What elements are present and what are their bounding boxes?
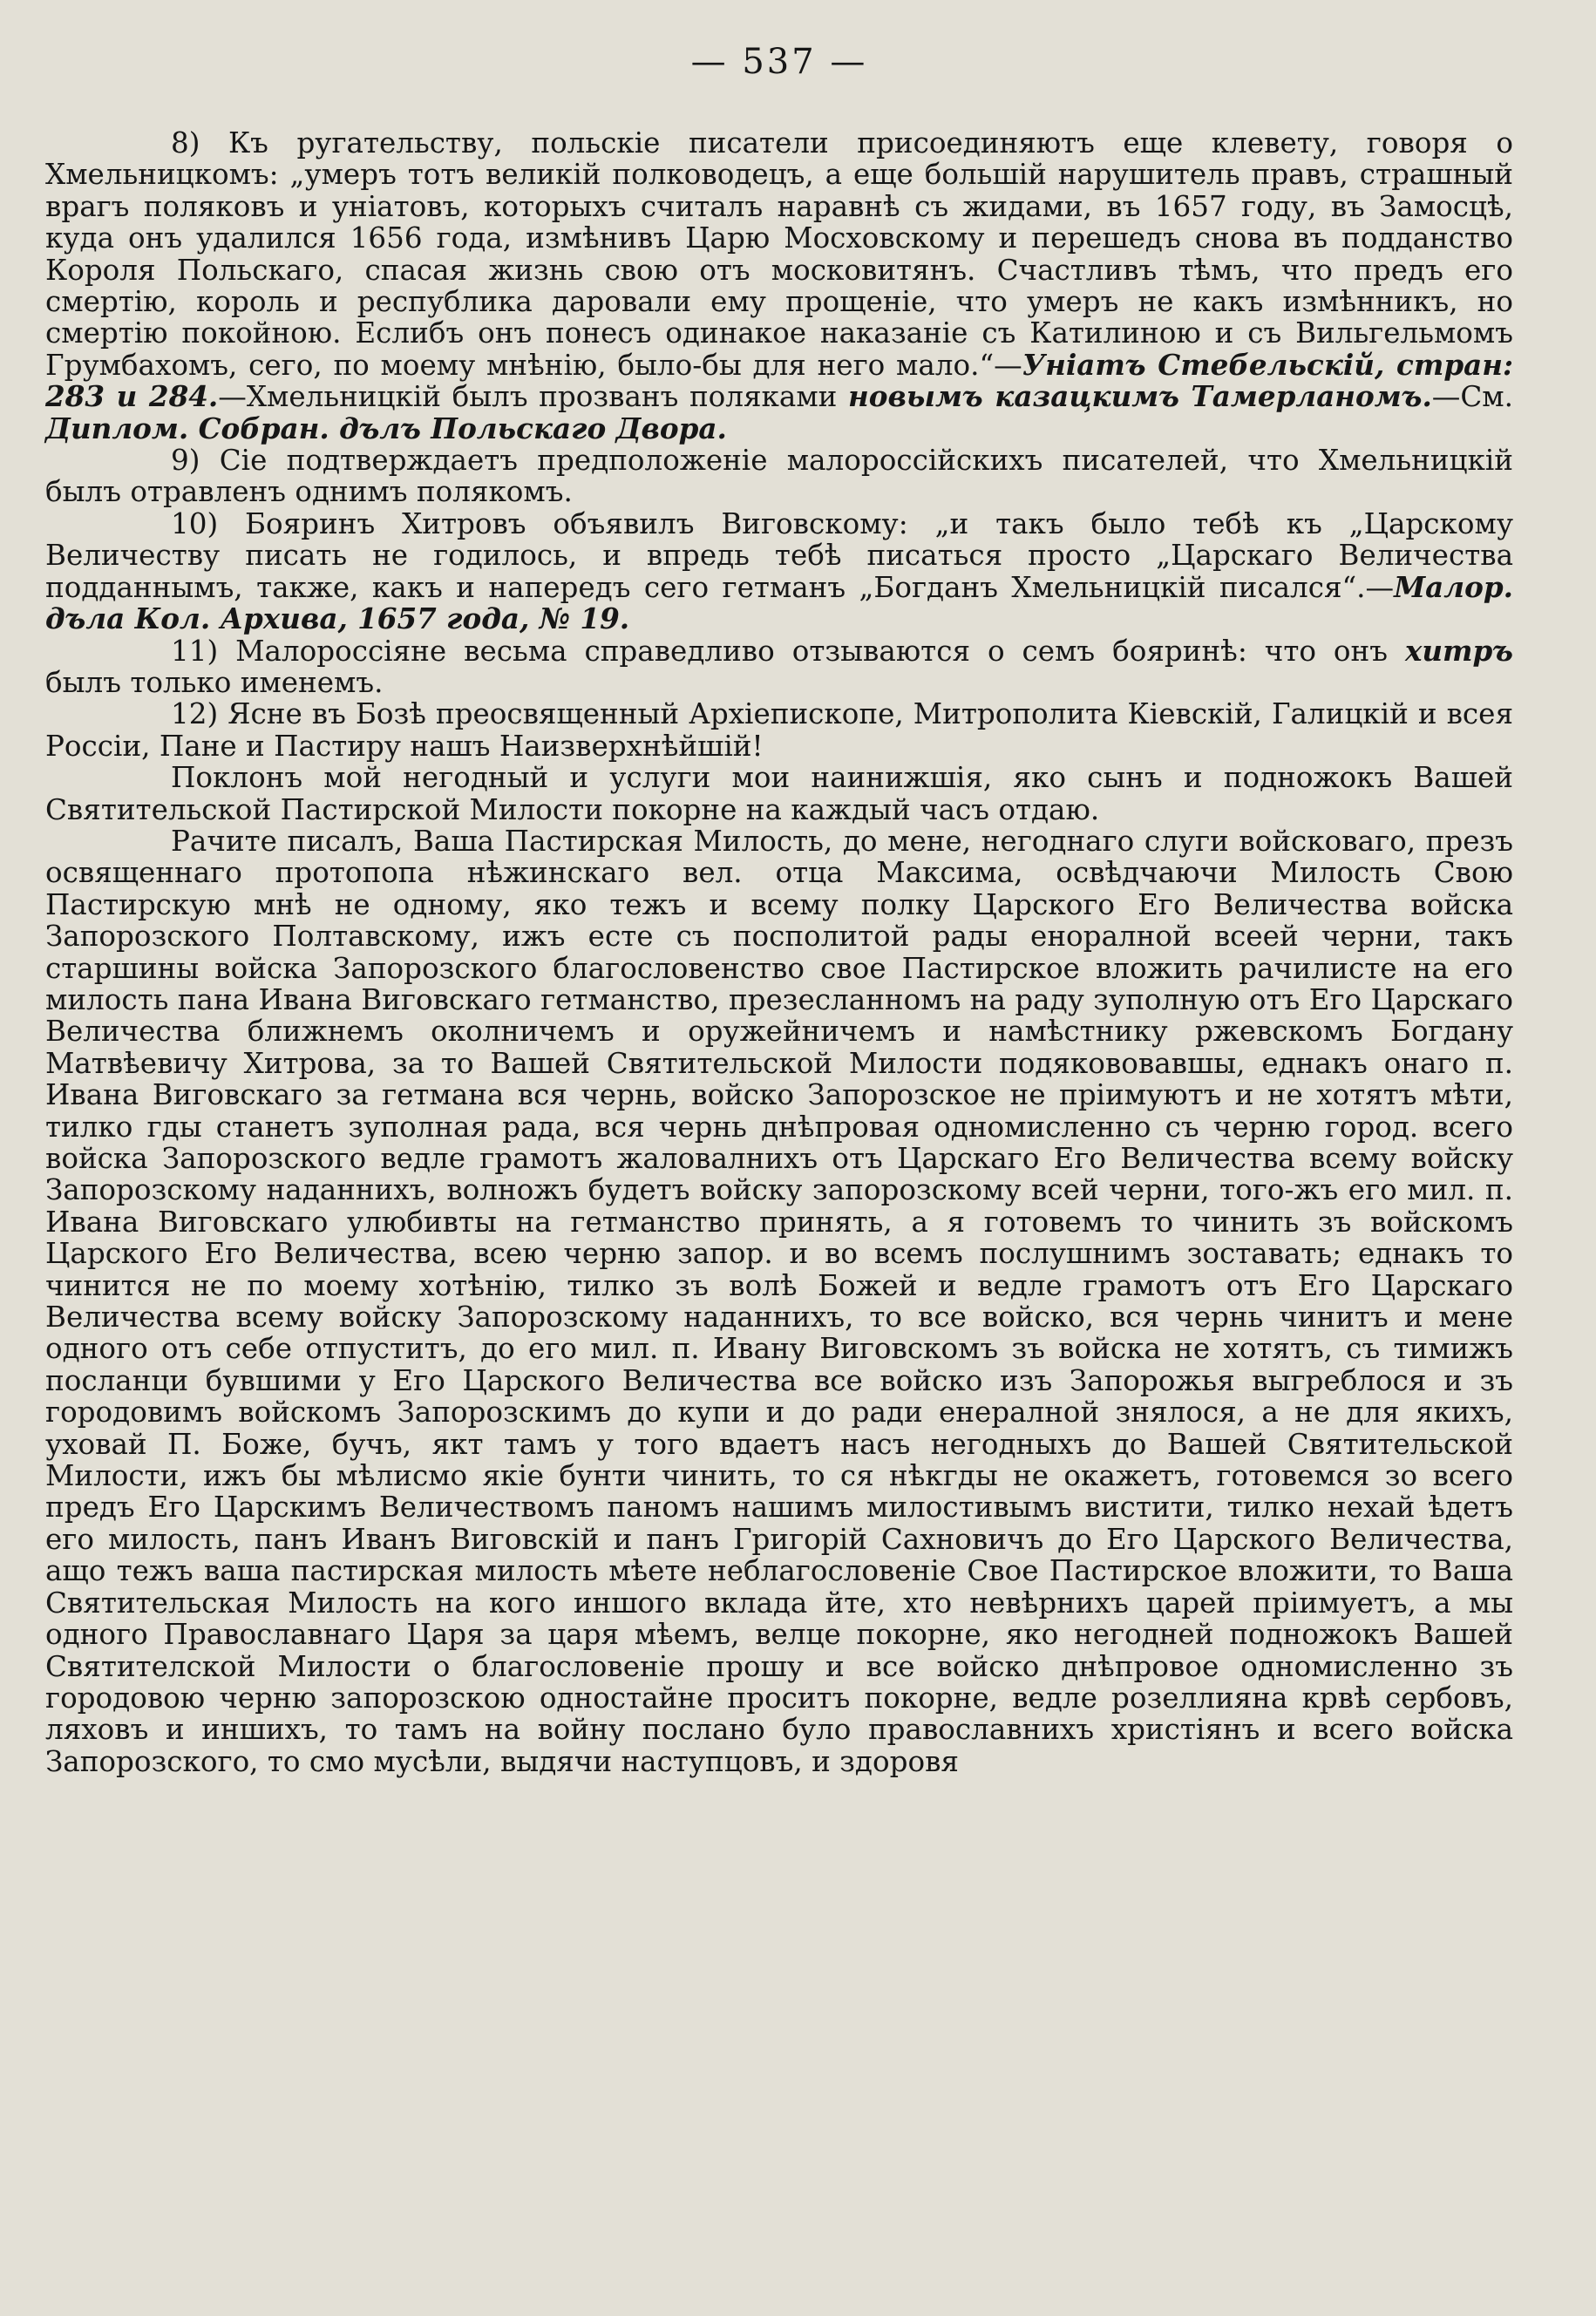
paragraph <box>45 698 1513 762</box>
citation-text: новымъ казацкимъ Тамерланомъ. <box>848 379 1432 414</box>
paragraph <box>45 508 1513 635</box>
paragraph-text: 8) Къ ругательству, польскіе писатели присоединяютъ еще клевету, говоря о Хмельницкомъ: „умеръ тотъ великій полководецъ, а еще большій нарушитель правъ, страшный врагъ поляковъ и уніатовъ, которыхъ считалъ наравнѣ съ жидами, въ 1657 году, въ Замосцѣ, куда онъ удалился 1656 года, измѣнивъ Царю Мосховскому и перешедъ снова въ подданство Короля Польскаго, спасая жизнь свою отъ московитянъ. Счастливъ тѣмъ, что предъ его смертію, король и республика даровали ему прощеніе, что умеръ не какъ измѣнникъ, но смертію покойною. Еслибъ онъ понесъ одинакое наказаніе съ Катилиною и съ Вильгельмомъ Грумбахомъ, сего, по моему мнѣнію, было-бы для него мало.“— <box>45 126 1513 382</box>
paragraph-text: Рачите писалъ, Ваша Пастирская Милость, до мене, негоднаго слуги войсковаго, презъ освященнаго протопопа нѣжинскаго вел. отца Максима, освѣдчаючи Милость Свою Пастирскую мнѣ не одному, яко тежъ и всему полку Царского Его Величества войска Запорозского Полтавскому, ижъ есте съ посполитой рады енoралной всеей черни, такъ старшины войска Запорозского благословенство свое Пастирское вложить рачилисте на его милость пана Ивана Виговскаго гетманство, презесланномъ на раду зуполную отъ Его Царскаго Величества ближнемъ околничемъ и оружейничемъ и намѣстнику ржевскомъ Богдану Матвѣевичу Хитрова, за то Вашей Святительской Милости подякововавшы, еднакъ онаго п. Ивана Виговскаго за гетмана вся чернь, войско Запорозское не пріимуютъ и не хотятъ мѣти, тилко гды станетъ зуполная рада, вся чернь днѣпровая одномисленно съ черню город. всего войска Запорозского ведле грамотъ жаловалнихъ отъ Царскаго Его Величества всему войску Запорозскому наданнихъ, волножъ будетъ войску запорозскому всей черни, того-жъ его мил. п. Ивана Виговскаго улюбивты на гетманство принять, а я готовемъ то чинить зъ войскомъ Царского Его Величества, всею черню запор. и во всемъ послушнимъ зоставать; еднакъ то чинится не по моему хотѣнію, тилко зъ волѣ Божей и ведле грамотъ отъ Его Царскаго Величества всему войску Запорозскому наданнихъ, то все войско, вся чернь чинитъ и мене одного отъ себе отпуститъ, до его мил. п. Ивану Виговскомъ зъ войска не хотятъ, съ тимижъ посланци бувшими у Его Царского Величества все войско изъ Запорожья выгреблося и зъ городовимъ войскомъ Запорозскимъ до купи и до ради енералной знялося, а не для якихъ, уховай П. Боже, бучъ, якт тамъ у того вдаетъ насъ негодныхъ до Вашей Святительской Милости, ижъ бы мѣлисмо якіе бунти чинить, то ся нѣкгды не окажетъ, готовемся зо всего предъ Его Царскимъ Величествомъ паномъ нашимъ милостивымъ вистити, тилко нехай ѣдетъ его милость, панъ Иванъ Виговскій и панъ Григорій Сахновичъ до Его Царского Величества, ащо тежъ ваша пастирская милость мѣете неблагословеніе Свое Пастирское вложити, то Ваша Святительская Милость на кого иншого вклада йте, хто невѣрнихъ царей пріимуетъ, а мы одного Православнаго Царя за царя мѣемъ, велце покорне, яко негодней подножокъ Вашей Святителской Милости о благословеніе прошу и все войско днѣпровое одномисленно зъ городовою черню запорозскою одностайне проситъ покорне, ведле розеллияна крвѣ сербовъ, ляховъ и иншихъ, то тамъ на войну послано було православнихъ христіянъ и всего войска Запорозского, то смо мусѣли, выдячи наступцовъ, и здоровя <box>45 824 1513 1778</box>
citation-text: Малор. дъла Кол. Архива, 1657 года, № 19. <box>45 569 1513 636</box>
paragraph-text: былъ только именемъ. <box>45 665 384 699</box>
paragraph-text: —Хмельницкій былъ прозванъ поляками <box>218 380 848 414</box>
paragraph-text: 9) Сіе подтверждаетъ предположеніе малороссійскихъ писателей, что Хмельницкій былъ отравленъ однимъ полякомъ. <box>45 444 1513 509</box>
paragraph-text: 12) Ясне въ Бозѣ преосвященный Архіепископе, Митрополита Кіевскій, Галицкій и всея Россіи, Пане и Пастиру нашъ Наизверхнѣйшій! <box>45 697 1513 763</box>
paragraph-text: —См. <box>1431 380 1513 414</box>
paragraph-text: 10) Бояринъ Хитровъ объявилъ Виговскому: „и такъ было тебѣ къ „Царскому Величеству писать не годилось, и впредь тебѣ писаться просто „Царскаго Величества подданнымъ, также, какъ и напередъ сего гетманъ „Богданъ Хмельницкій писался“.— <box>45 506 1513 604</box>
citation-text: хитръ <box>1404 633 1513 668</box>
body-text <box>45 127 1513 1777</box>
page-number: — 537 — <box>690 42 868 82</box>
paragraph <box>45 762 1513 825</box>
paragraph <box>45 127 1513 445</box>
citation-text: Диплом. Собран. дълъ Польскаго Двора. <box>45 411 727 445</box>
paragraph-text: 11) Малороссіяне весьма справедливо отзываются о семъ бояринѣ: что онъ <box>171 634 1405 668</box>
paragraph-text: Поклонъ мой негодный и услуги мои наинижшія, яко сынъ и подножокъ Вашей Святительской Пастирской Милости покорне на каждый часъ отдаю. <box>45 761 1513 826</box>
paragraph <box>45 825 1513 1777</box>
paragraph <box>45 635 1513 699</box>
citation-text: Уніатъ Стебельскій, стран: 283 и 284. <box>45 347 1514 414</box>
paragraph <box>45 445 1513 508</box>
